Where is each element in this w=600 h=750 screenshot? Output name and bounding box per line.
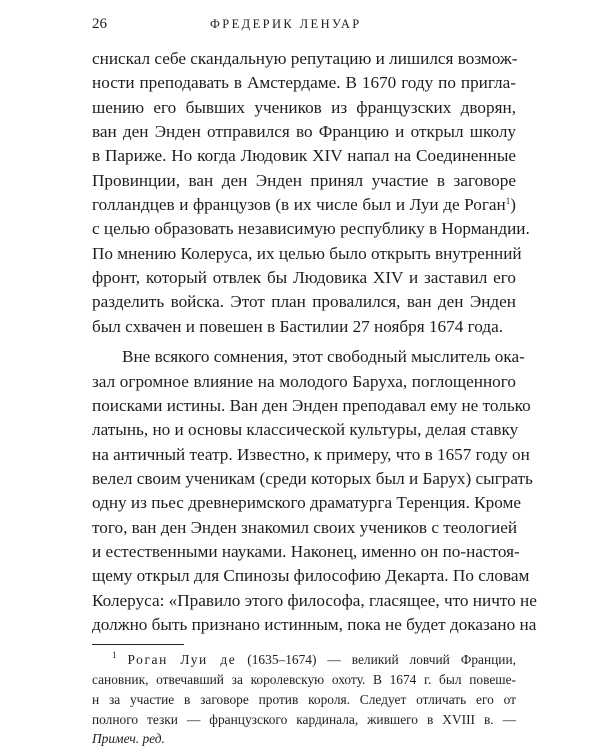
footnote-line [112, 650, 516, 670]
footnote-name: Роган Луи де [127, 652, 237, 667]
text-line: должно быть признано истинным, пока не будет доказано на [92, 615, 537, 634]
text-line: разделить войска. Этот план провалился, ван ден Энден [92, 292, 516, 311]
footnote-text: (1635–1674) — великий ловчий Франции, [236, 652, 516, 667]
text-line: щему открыл для Спинозы философию Декарта. По словам [92, 566, 530, 585]
text-line: в Париже. Но когда Людовик XIV напал на Соединенные [92, 146, 516, 165]
footnote-line: полного тезки — французского кардинала, жившего в XVIII в. — [92, 712, 516, 727]
text-line-part: голландцев и французов (в их числе был и Луи де Роган [92, 195, 506, 214]
text-line: снискал себе скандальную репутацию и лишился возмож- [92, 49, 518, 68]
footnote-marker: 1 [112, 650, 117, 660]
text-line: фронт, который отвлек бы Людовика XIV и заставил его [92, 268, 516, 287]
text-line: и естественными науками. Наконец, именно он по-настоя- [92, 542, 520, 561]
running-head: ФРЕДЕРИК ЛЕНУАР [210, 17, 362, 31]
page-number: 26 [92, 16, 107, 32]
text-line-part: ) [510, 195, 516, 214]
text-line: одну из пьес древнеримского драматурга Теренция. Кроме [92, 493, 521, 512]
text-line: шению его бывших учеников из французских дворян, [92, 98, 516, 117]
footnote-reference[interactable]: 1 [505, 196, 511, 206]
text-line: По мнению Колеруса, их целью было открыть внутренний [92, 244, 522, 263]
text-line: ван ден Энден отправился во Францию и открыл школу [92, 122, 516, 141]
text-line: был схвачен и повешен в Бастилии 27 ноября 1674 года. [92, 317, 504, 336]
text-line: Вне всякого сомнения, этот свободный мыслитель ока- [122, 347, 525, 366]
text-line: зал огромное влияние на молодого Баруха, поглощенного [92, 372, 516, 391]
text-line: поисками истины. Ван ден Энден преподавал ему не только [92, 396, 531, 415]
text-line: Колеруса: «Правило этого философа, гласящее, что ничто не [92, 591, 537, 610]
text-line [92, 193, 516, 217]
footnote-editor-note: Примеч. ред. [92, 731, 165, 746]
text-line: латынь, но и основы классической культуры, делая ставку [92, 420, 519, 439]
text-line: с целью образовать независимую республику в Нормандии. [92, 219, 530, 238]
text-line: велел своим ученикам (среди которых был и Барух) сыграть [92, 469, 533, 488]
footnote-line: сановник, отвечавший за королевскую охоту. В 1674 г. был повеше- [92, 672, 516, 687]
text-line: Провинции, ван ден Энден принял участие в заговоре [92, 171, 516, 190]
footnote-line: н за участие в заговоре против короля. Следует отличать его от [92, 692, 516, 707]
footnote-rule [92, 644, 184, 645]
text-line: ности преподавать в Амстердаме. В 1670 году по пригла- [92, 73, 516, 92]
text-line: на античный театр. Известно, к примеру, что в 1657 году он [92, 445, 530, 464]
text-line: того, ван ден Энден знакомил своих учеников с теологией [92, 518, 518, 537]
